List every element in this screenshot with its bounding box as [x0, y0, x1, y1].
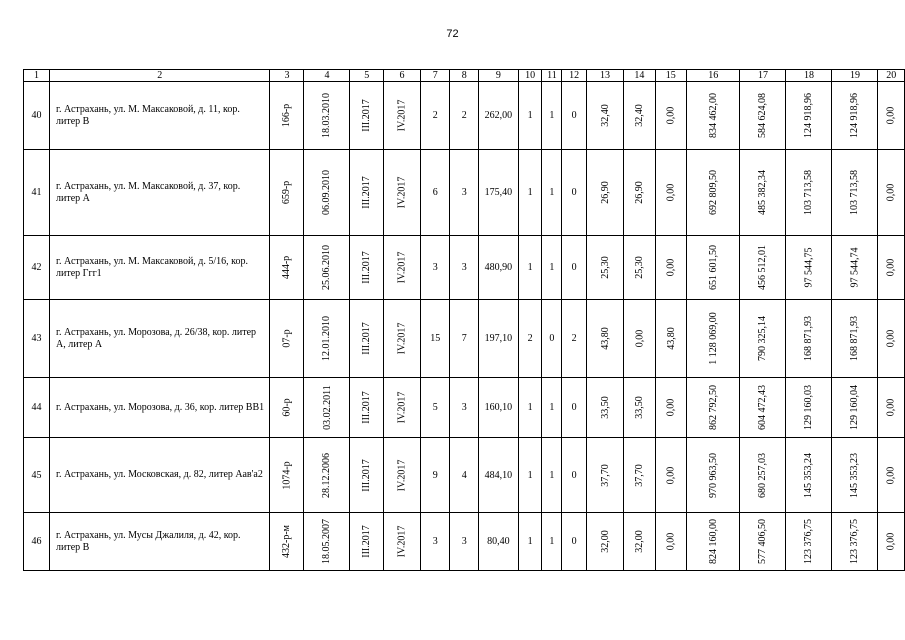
cell-text: 0,00: [885, 258, 897, 277]
cell-col-end: [383, 438, 420, 513]
cell-col-cost-fund: [740, 150, 786, 236]
cell-col-owned: 1: [542, 82, 562, 150]
cell-col-start: [350, 438, 384, 513]
cell-col-owned: 0: [542, 300, 562, 378]
table-row: [24, 82, 905, 150]
cell-text: 0,00: [665, 106, 677, 125]
cell-col-end: [383, 378, 420, 438]
header-col-cost-fund: 17: [740, 70, 786, 82]
header-col-area-owned: 14: [624, 70, 655, 82]
header-col-date: 4: [304, 70, 350, 82]
cell-col-area: 160,10: [479, 378, 519, 438]
cell-text: III.2017: [361, 525, 373, 558]
cell-col-end: [383, 513, 420, 571]
cell-text: 651 601,50: [707, 245, 719, 290]
cell-text: III.2017: [361, 322, 373, 355]
cell-col-area-mun: [655, 378, 686, 438]
cell-text: 0,00: [665, 258, 677, 277]
cell-col-cost-other: [878, 236, 905, 300]
cell-col-cost-budget: [786, 300, 832, 378]
cell-text: 97 544,74: [849, 247, 861, 288]
cell-col-order: [270, 378, 304, 438]
cell-text: 25.06.2010: [321, 245, 333, 290]
header-col-cost-local: 19: [832, 70, 878, 82]
cell-col-flats: 1: [518, 82, 542, 150]
cell-col-flats: 1: [518, 513, 542, 571]
cell-text: 0,00: [633, 329, 645, 348]
cell-text: 680 257,03: [757, 452, 769, 498]
cell-col-residents: 3: [421, 236, 450, 300]
cell-text: III.2017: [361, 251, 373, 284]
cell-col-municipal: 0: [562, 438, 586, 513]
cell-text: 123 376,75: [803, 519, 815, 564]
cell-text: 25,30: [599, 256, 611, 279]
header-col-num: 1: [24, 70, 50, 82]
cell-col-num: 46: [24, 513, 50, 571]
cell-col-owned: 1: [542, 236, 562, 300]
cell-text: 103 713,58: [849, 170, 861, 215]
cell-col-municipal: 0: [562, 236, 586, 300]
cell-col-owned: 1: [542, 150, 562, 236]
cell-text: III.2017: [361, 176, 373, 209]
cell-col-owned: 1: [542, 513, 562, 571]
data-table: [23, 69, 905, 571]
cell-text: 432-р-м: [281, 525, 293, 558]
cell-text: 0,00: [665, 183, 677, 202]
cell-text: 604 472,43: [757, 385, 769, 430]
cell-text: 970 963,50: [707, 452, 719, 498]
cell-col-cost-local: [832, 150, 878, 236]
cell-text: 145 353,24: [803, 452, 815, 498]
cell-col-end: [383, 82, 420, 150]
cell-col-residents: 9: [421, 438, 450, 513]
cell-text: 0,00: [885, 532, 897, 551]
cell-text: IV.2017: [396, 176, 408, 209]
cell-col-date: [304, 82, 350, 150]
cell-col-num: 41: [24, 150, 50, 236]
cell-col-cost-budget: [786, 82, 832, 150]
cell-text: 577 406,50: [757, 519, 769, 564]
cell-col-residents: 5: [421, 378, 450, 438]
cell-col-people: 4: [450, 438, 479, 513]
cell-col-cost-fund: [740, 513, 786, 571]
cell-col-people: 3: [450, 150, 479, 236]
cell-col-area-owned: [624, 300, 655, 378]
cell-col-area-owned: [624, 150, 655, 236]
cell-text: 0,00: [885, 466, 897, 484]
cell-col-people: 3: [450, 513, 479, 571]
cell-col-cost-local: [832, 300, 878, 378]
cell-col-people: 3: [450, 236, 479, 300]
cell-col-cost-other: [878, 82, 905, 150]
cell-text: IV.2017: [396, 459, 408, 491]
cell-text: 0,00: [885, 398, 897, 417]
cell-text: 18.03.2010: [321, 93, 333, 138]
cell-col-date: [304, 513, 350, 571]
header-col-owned: 11: [542, 70, 562, 82]
cell-col-residents: 3: [421, 513, 450, 571]
cell-col-order: [270, 236, 304, 300]
page-number: 72: [446, 28, 459, 40]
header-col-end: 6: [383, 70, 420, 82]
cell-col-num: 44: [24, 378, 50, 438]
cell-col-cost-budget: [786, 378, 832, 438]
cell-col-num: 45: [24, 438, 50, 513]
cell-col-cost-local: [832, 513, 878, 571]
cell-text: 0,00: [665, 532, 677, 551]
cell-col-municipal: 2: [562, 300, 586, 378]
cell-col-date: [304, 236, 350, 300]
cell-text: 129 160,04: [849, 385, 861, 430]
cell-text: 129 160,03: [803, 385, 815, 430]
cell-col-municipal: 0: [562, 513, 586, 571]
cell-text: 0,00: [665, 398, 677, 417]
cell-col-order: [270, 300, 304, 378]
cell-col-order: [270, 82, 304, 150]
cell-col-address: г. Астрахань, ул. Морозова, д. 36, кор. литер ВВ1: [50, 378, 270, 438]
table-row: [24, 513, 905, 571]
table-row: [24, 378, 905, 438]
cell-col-num: 40: [24, 82, 50, 150]
cell-col-owned: 1: [542, 378, 562, 438]
cell-text: 07-р: [281, 329, 293, 348]
cell-text: 43,80: [665, 327, 677, 350]
cell-col-address: г. Астрахань, ул. Московская, д. 82, литер Аав'а2: [50, 438, 270, 513]
cell-col-area-total: [586, 236, 623, 300]
cell-col-area-owned: [624, 513, 655, 571]
header-col-cost-other: 20: [878, 70, 905, 82]
cell-col-flats: 1: [518, 378, 542, 438]
cell-text: 43,80: [599, 327, 611, 350]
cell-text: 824 160,00: [707, 519, 719, 564]
cell-text: 168 871,93: [849, 316, 861, 361]
cell-col-cost-local: [832, 82, 878, 150]
cell-col-date: [304, 438, 350, 513]
cell-col-start: [350, 513, 384, 571]
cell-col-flats: 1: [518, 438, 542, 513]
cell-text: 444-р: [281, 255, 293, 280]
cell-text: 18.05.2007: [321, 519, 333, 564]
cell-text: 166-р: [281, 103, 293, 128]
cell-col-start: [350, 300, 384, 378]
cell-text: 33,50: [633, 396, 645, 419]
cell-text: IV.2017: [396, 391, 408, 424]
cell-text: 0,00: [885, 183, 897, 202]
cell-text: 862 792,50: [707, 385, 719, 430]
table-row: [24, 300, 905, 378]
header-col-area-total: 13: [586, 70, 623, 82]
cell-text: 123 376,75: [849, 519, 861, 564]
cell-col-area-mun: [655, 438, 686, 513]
cell-col-area-owned: [624, 438, 655, 513]
cell-text: 97 544,75: [803, 247, 815, 288]
cell-text: 834 462,00: [707, 93, 719, 138]
cell-col-cost-local: [832, 236, 878, 300]
cell-text: 168 871,93: [803, 316, 815, 361]
cell-text: 0,00: [885, 106, 897, 125]
cell-col-address: г. Астрахань, ул. М. Максаковой, д. 37, кор. литер А: [50, 150, 270, 236]
cell-col-area-mun: [655, 82, 686, 150]
header-row: [24, 70, 905, 82]
cell-col-cost-other: [878, 438, 905, 513]
cell-col-cost-total: [686, 150, 740, 236]
cell-col-start: [350, 82, 384, 150]
cell-text: 584 624,08: [757, 93, 769, 138]
cell-text: 145 353,23: [849, 452, 861, 498]
cell-col-order: [270, 513, 304, 571]
cell-text: 659-р: [281, 180, 293, 205]
cell-col-area: 262,00: [479, 82, 519, 150]
cell-col-area-owned: [624, 378, 655, 438]
header-col-address: 2: [50, 70, 270, 82]
cell-col-cost-other: [878, 150, 905, 236]
cell-text: 790 325,14: [757, 316, 769, 361]
cell-col-area: 480,90: [479, 236, 519, 300]
cell-text: 0,00: [885, 329, 897, 348]
cell-col-municipal: 0: [562, 82, 586, 150]
header-col-people: 8: [450, 70, 479, 82]
table-row: [24, 236, 905, 300]
cell-text: 124 918,96: [849, 93, 861, 138]
cell-col-cost-fund: [740, 236, 786, 300]
cell-text: III.2017: [361, 458, 373, 492]
cell-col-residents: 6: [421, 150, 450, 236]
header-col-start: 5: [350, 70, 384, 82]
cell-text: 60-р: [281, 398, 293, 417]
cell-col-cost-budget: [786, 150, 832, 236]
cell-col-cost-total: [686, 82, 740, 150]
cell-col-area-mun: [655, 513, 686, 571]
cell-text: 33,50: [599, 396, 611, 419]
cell-col-people: 2: [450, 82, 479, 150]
cell-text: 32,00: [599, 530, 611, 553]
cell-col-area: 80,40: [479, 513, 519, 571]
cell-col-flats: 1: [518, 236, 542, 300]
cell-col-area-total: [586, 82, 623, 150]
cell-text: 485 382,34: [757, 170, 769, 215]
cell-col-order: [270, 150, 304, 236]
cell-col-area-total: [586, 438, 623, 513]
cell-text: 0,00: [665, 466, 677, 484]
cell-col-order: [270, 438, 304, 513]
cell-col-municipal: 0: [562, 378, 586, 438]
cell-col-start: [350, 236, 384, 300]
cell-col-area-mun: [655, 300, 686, 378]
cell-text: 1074-р: [281, 460, 293, 490]
cell-col-cost-budget: [786, 438, 832, 513]
cell-text: 32,40: [599, 104, 611, 127]
cell-col-cost-budget: [786, 236, 832, 300]
header-col-municipal: 12: [562, 70, 586, 82]
cell-col-flats: 2: [518, 300, 542, 378]
cell-col-date: [304, 150, 350, 236]
cell-col-cost-other: [878, 378, 905, 438]
cell-col-cost-budget: [786, 513, 832, 571]
cell-col-area-owned: [624, 82, 655, 150]
cell-text: 124 918,96: [803, 93, 815, 138]
cell-text: III.2017: [361, 99, 373, 132]
cell-col-num: 42: [24, 236, 50, 300]
cell-text: 26,90: [633, 181, 645, 204]
cell-col-cost-local: [832, 378, 878, 438]
cell-col-area: 175,40: [479, 150, 519, 236]
cell-text: 37,70: [633, 463, 645, 487]
cell-col-date: [304, 300, 350, 378]
cell-col-area-owned: [624, 236, 655, 300]
cell-col-cost-fund: [740, 378, 786, 438]
cell-col-date: [304, 378, 350, 438]
cell-text: 32,40: [633, 104, 645, 127]
table-row: [24, 438, 905, 513]
table-row: [24, 150, 905, 236]
cell-col-cost-total: [686, 513, 740, 571]
cell-col-area: 197,10: [479, 300, 519, 378]
cell-text: IV.2017: [396, 251, 408, 284]
cell-col-flats: 1: [518, 150, 542, 236]
cell-col-people: 3: [450, 378, 479, 438]
cell-col-start: [350, 378, 384, 438]
cell-col-cost-total: [686, 378, 740, 438]
cell-col-cost-fund: [740, 438, 786, 513]
cell-col-address: г. Астрахань, ул. М. Максаковой, д. 5/16, кор. литер Ггг1: [50, 236, 270, 300]
cell-col-end: [383, 150, 420, 236]
cell-text: IV.2017: [396, 322, 408, 355]
cell-col-address: г. Астрахань, ул. Морозова, д. 26/38, кор. литер А, литер А: [50, 300, 270, 378]
cell-text: 103 713,58: [803, 170, 815, 215]
cell-col-address: г. Астрахань, ул. М. Максаковой, д. 11, кор. литер В: [50, 82, 270, 150]
header-col-cost-total: 16: [686, 70, 740, 82]
cell-col-area-total: [586, 150, 623, 236]
cell-text: 12.01.2010: [321, 316, 333, 361]
cell-text: 03.02.2011: [321, 385, 333, 430]
cell-col-residents: 2: [421, 82, 450, 150]
cell-col-municipal: 0: [562, 150, 586, 236]
cell-col-cost-other: [878, 300, 905, 378]
cell-col-cost-total: [686, 300, 740, 378]
cell-col-area: 484,10: [479, 438, 519, 513]
header-col-flats: 10: [518, 70, 542, 82]
cell-col-owned: 1: [542, 438, 562, 513]
cell-text: 32,00: [633, 530, 645, 553]
cell-col-area-total: [586, 513, 623, 571]
cell-col-cost-total: [686, 236, 740, 300]
cell-text: 37,70: [599, 463, 611, 487]
cell-col-end: [383, 236, 420, 300]
cell-col-num: 43: [24, 300, 50, 378]
cell-text: 28.12.2006: [321, 452, 333, 498]
cell-text: 456 512,01: [757, 245, 769, 290]
cell-text: 1 128 069,00: [707, 312, 719, 365]
header-col-order: 3: [270, 70, 304, 82]
cell-col-cost-fund: [740, 82, 786, 150]
cell-col-area-total: [586, 300, 623, 378]
cell-col-start: [350, 150, 384, 236]
cell-col-cost-other: [878, 513, 905, 571]
header-col-residents: 7: [421, 70, 450, 82]
cell-col-people: 7: [450, 300, 479, 378]
cell-text: III.2017: [361, 391, 373, 424]
cell-text: 06.09.2010: [321, 170, 333, 215]
header-col-area-mun: 15: [655, 70, 686, 82]
cell-col-cost-local: [832, 438, 878, 513]
cell-col-residents: 15: [421, 300, 450, 378]
cell-text: 692 809,50: [707, 170, 719, 215]
cell-col-area-mun: [655, 150, 686, 236]
cell-col-cost-total: [686, 438, 740, 513]
cell-col-cost-fund: [740, 300, 786, 378]
cell-col-area-total: [586, 378, 623, 438]
header-col-cost-budget: 18: [786, 70, 832, 82]
cell-text: IV.2017: [396, 99, 408, 132]
header-col-area: 9: [479, 70, 519, 82]
cell-text: IV.2017: [396, 525, 408, 558]
cell-col-address: г. Астрахань, ул. Мусы Джалиля, д. 42, кор. литер В: [50, 513, 270, 571]
cell-col-area-mun: [655, 236, 686, 300]
cell-text: 26,90: [599, 181, 611, 204]
cell-col-end: [383, 300, 420, 378]
cell-text: 25,30: [633, 256, 645, 279]
